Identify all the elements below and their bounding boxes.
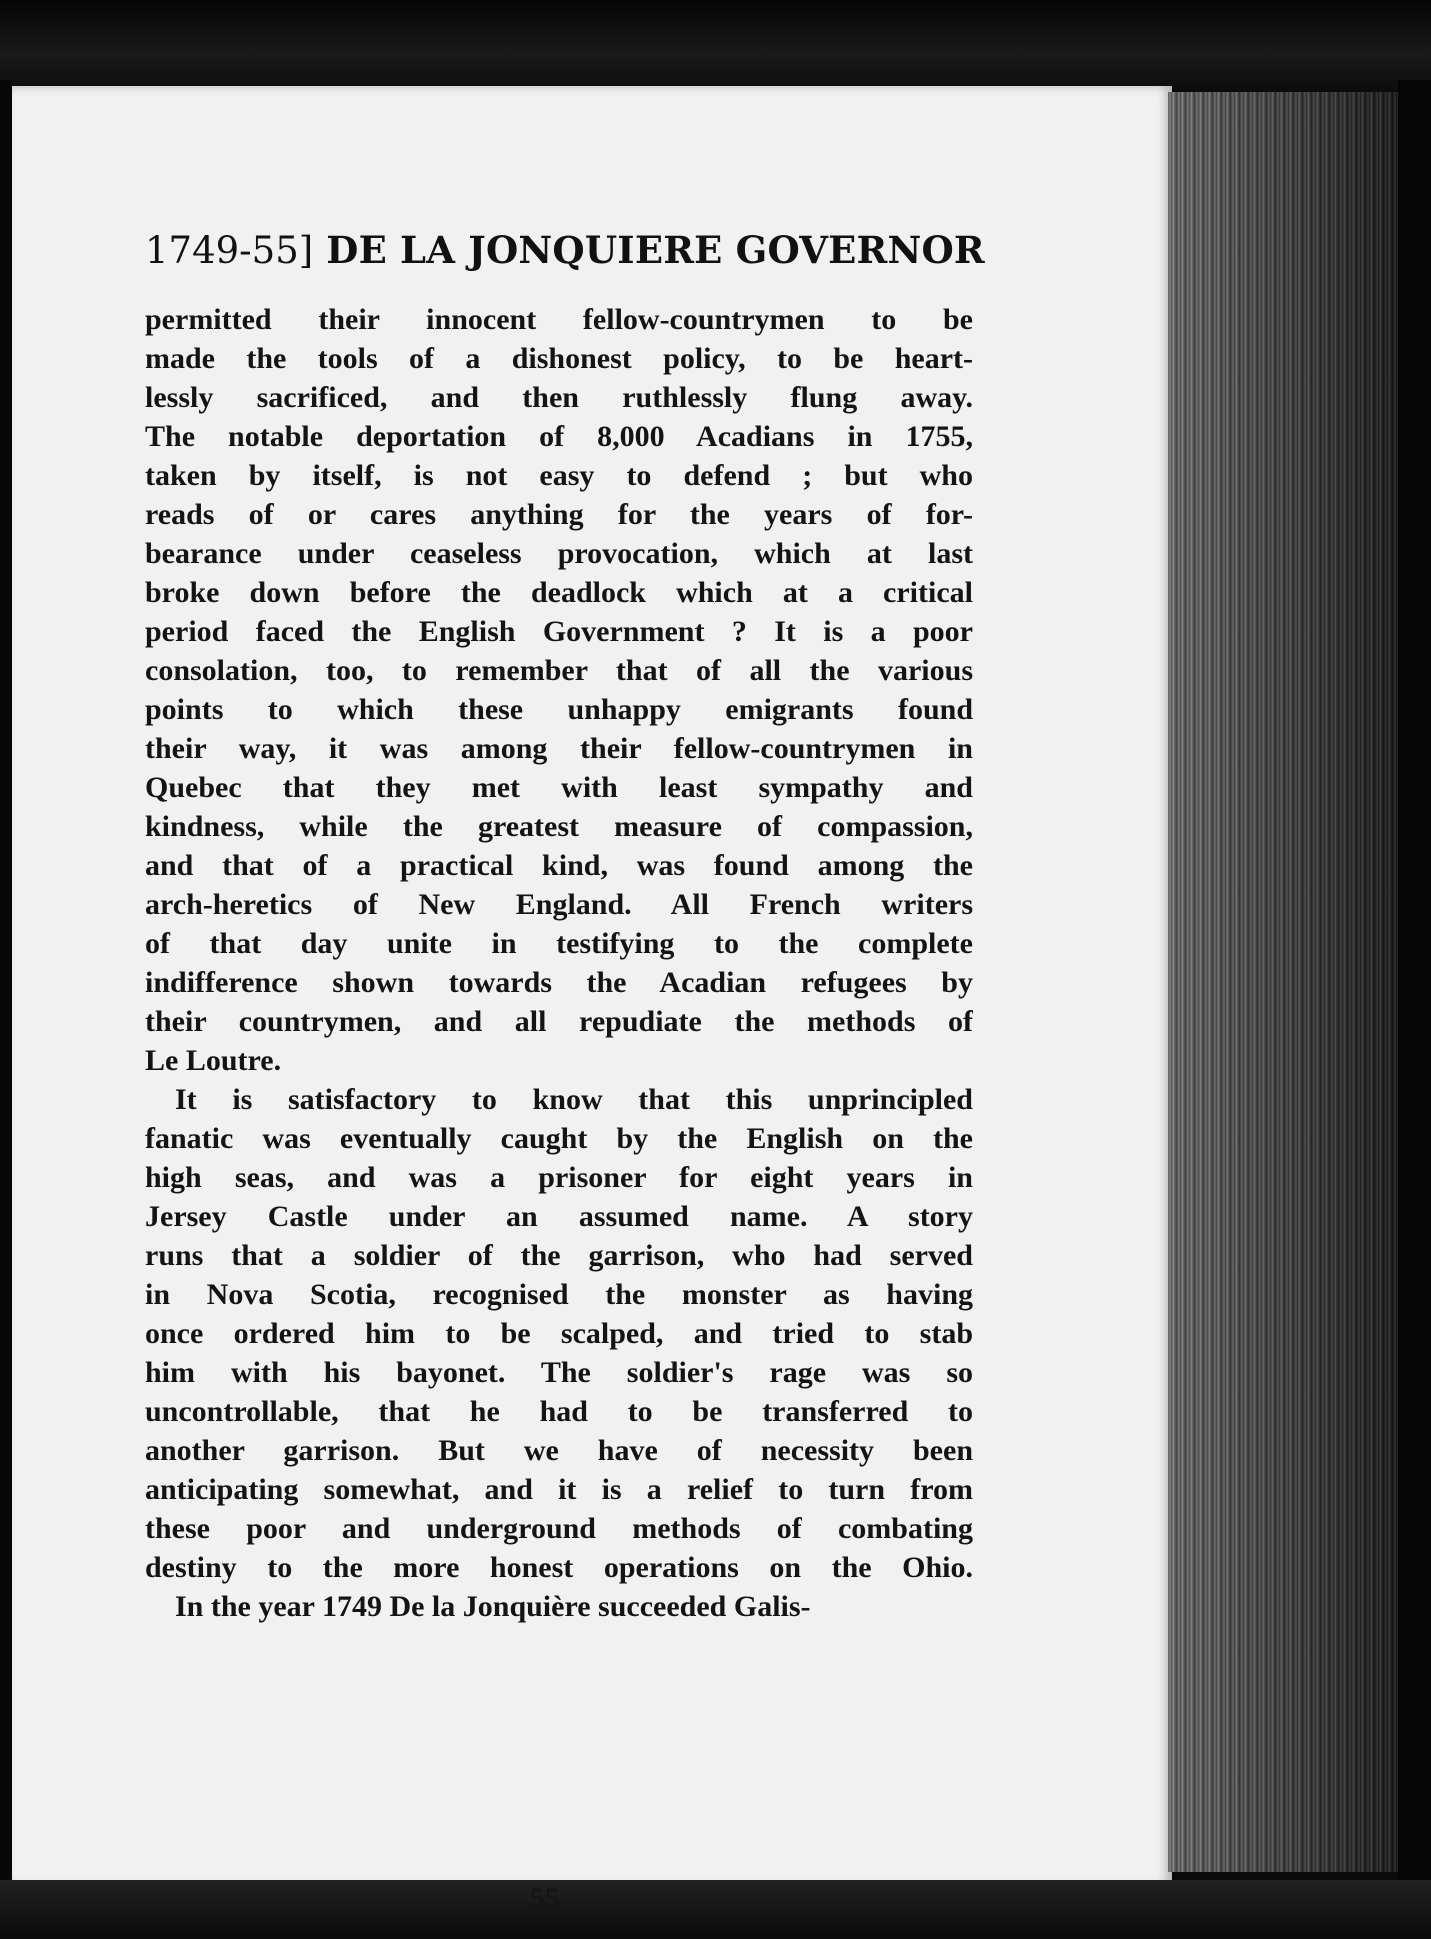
running-head-title: DE LA JONQUIERE GOVERNOR — [326, 228, 985, 272]
text-line: their countrymen, and all repudiate the methods of — [145, 1005, 973, 1038]
page-number: 55 — [530, 1882, 560, 1915]
text-line: of that day unite in testifying to the complete — [145, 927, 973, 960]
text-line: him with his bayonet. The soldier's rage was so — [145, 1356, 973, 1389]
text-line: runs that a soldier of the garrison, who had served — [145, 1239, 973, 1272]
scan-top-border — [0, 0, 1431, 90]
text-line: Quebec that they met with least sympathy and — [145, 771, 973, 804]
text-line: another garrison. But we have of necessity been — [145, 1434, 973, 1467]
running-head-date: 1749-55] — [145, 229, 314, 272]
text-line: uncontrollable, that he had to be transferred to — [145, 1395, 973, 1428]
text-line: taken by itself, is not easy to defend ; but who — [145, 459, 973, 492]
text-line: fanatic was eventually caught by the English on the — [145, 1122, 973, 1155]
page-edges-shade — [1168, 92, 1398, 1872]
text-line: Le Loutre. — [145, 1044, 282, 1077]
text-line: these poor and underground methods of combating — [145, 1512, 973, 1545]
text-line: and that of a practical kind, was found among the — [145, 849, 973, 882]
text-line: consolation, too, to remember that of all the various — [145, 654, 973, 687]
text-line: period faced the English Government ? It is a poor — [145, 615, 973, 648]
text-line: The notable deportation of 8,000 Acadians in 1755, — [145, 420, 973, 453]
scan-left-border — [0, 80, 12, 1939]
running-head — [145, 228, 985, 272]
text-line: reads of or cares anything for the years of for- — [145, 498, 973, 531]
text-line: their way, it was among their fellow-countrymen in — [145, 732, 973, 765]
text-line: high seas, and was a prisoner for eight years in — [145, 1161, 973, 1194]
text-line: destiny to the more honest operations on the Ohio. — [145, 1551, 973, 1584]
text-line: once ordered him to be scalped, and tried to stab — [145, 1317, 973, 1350]
text-line: broke down before the deadlock which at a critical — [145, 576, 973, 609]
text-line: kindness, while the greatest measure of compassion, — [145, 810, 973, 843]
scan-right-border — [1398, 80, 1431, 1939]
text-line: In the year 1749 De la Jonquière succeeded Galis- — [175, 1590, 811, 1623]
text-line: in Nova Scotia, recognised the monster as having — [145, 1278, 973, 1311]
text-line: anticipating somewhat, and it is a relief to turn from — [145, 1473, 973, 1506]
text-line: lessly sacrificed, and then ruthlessly flung away. — [145, 381, 973, 414]
scan-bottom-border — [0, 1880, 1431, 1939]
text-line: permitted their innocent fellow-countrymen to be — [145, 303, 973, 336]
text-line: It is satisfactory to know that this unprincipled — [175, 1083, 973, 1116]
text-line: points to which these unhappy emigrants found — [145, 693, 973, 726]
text-line: Jersey Castle under an assumed name. A story — [145, 1200, 973, 1233]
text-line: arch-heretics of New England. All French writers — [145, 888, 973, 921]
text-line: indifference shown towards the Acadian refugees by — [145, 966, 973, 999]
text-line: made the tools of a dishonest policy, to be heart- — [145, 342, 973, 375]
text-line: bearance under ceaseless provocation, which at last — [145, 537, 973, 570]
body-text — [145, 300, 973, 1626]
